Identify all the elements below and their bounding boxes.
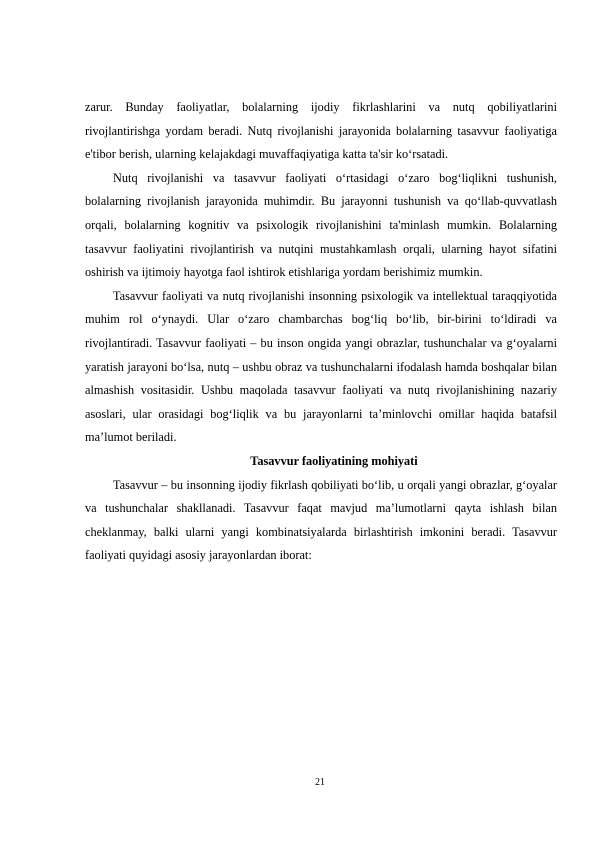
body-paragraph: Nutq rivojlanishi va tasavvur faoliyati o‘rtasidagi o‘zaro bog‘liqlikni tushunish, bolalarning rivojlanish jarayonida muhimdir. Bu jarayonni tushunish va qo‘llab-quvvatlash orqali, bolalarning kognitiv va psixologik rivojlanishini ta'minlash mumkin. Bolalarning tasavvur faoliyatini rivojlantirish va nutqini mustahkamlash orqali, ularning hayot sifatini oshirish va ijtimoiy hayotga faol ishtirok etishlariga yordam berishimiz mumkin. bbox=[85, 170, 557, 280]
body-paragraph: Tasavvur – bu insonning ijodiy fikrlash qobiliyati bo‘lib, u orqali yangi obrazlar, g‘oyalar va tushunchalar shakllanadi. Tasavvur faqat mavjud ma’lumotlarni qayta ishlash bilan cheklanmay, balki ularni yangi kombinatsiyalarda birlashtirish imkonini beradi. Tasavvur faoliyati quyidagi asosiy jarayonlardan iborat: bbox=[85, 477, 557, 563]
section-heading: Tasavvur faoliyatining mohiyati bbox=[250, 453, 418, 468]
body-paragraph: Tasavvur faoliyati va nutq rivojlanishi insonning psixologik va intellektual taraqqiyotida muhim rol o‘ynaydi. Ular o‘zaro chambarchas bog‘liq bo‘lib, bir-birini to‘ldiradi va rivojlantiradi. Tasavvur faoliyati – bu inson ongida yangi obrazlar, tushunchalar va g‘oyalarni yaratish jarayoni bo‘lsa, nutq – ushbu obraz va tushunchalarni ifodalash hamda boshqalar bilan almashish vositasidir. Ushbu maqolada tasavvur faoliyati va nutq rivojlanishining nazariy asoslari, ular orasidagi bog‘liqlik va bu jarayonlarni ta’minlovchi omillar haqida batafsil ma’lumot beriladi. bbox=[85, 288, 557, 445]
page-body bbox=[85, 96, 557, 568]
page-number: 21 bbox=[315, 777, 325, 788]
body-paragraph: zarur. Bunday faoliyatlar, bolalarning ijodiy fikrlashlarini va nutq qobiliyatlarini rivojlantirishga yordam beradi. Nutq rivojlanishi jarayonida bolalarning tasavvur faoliyatiga e'tibor berish, ularning kelajakdagi muvaffaqiyatiga katta ta'sir ko‘rsatadi. bbox=[85, 100, 557, 162]
